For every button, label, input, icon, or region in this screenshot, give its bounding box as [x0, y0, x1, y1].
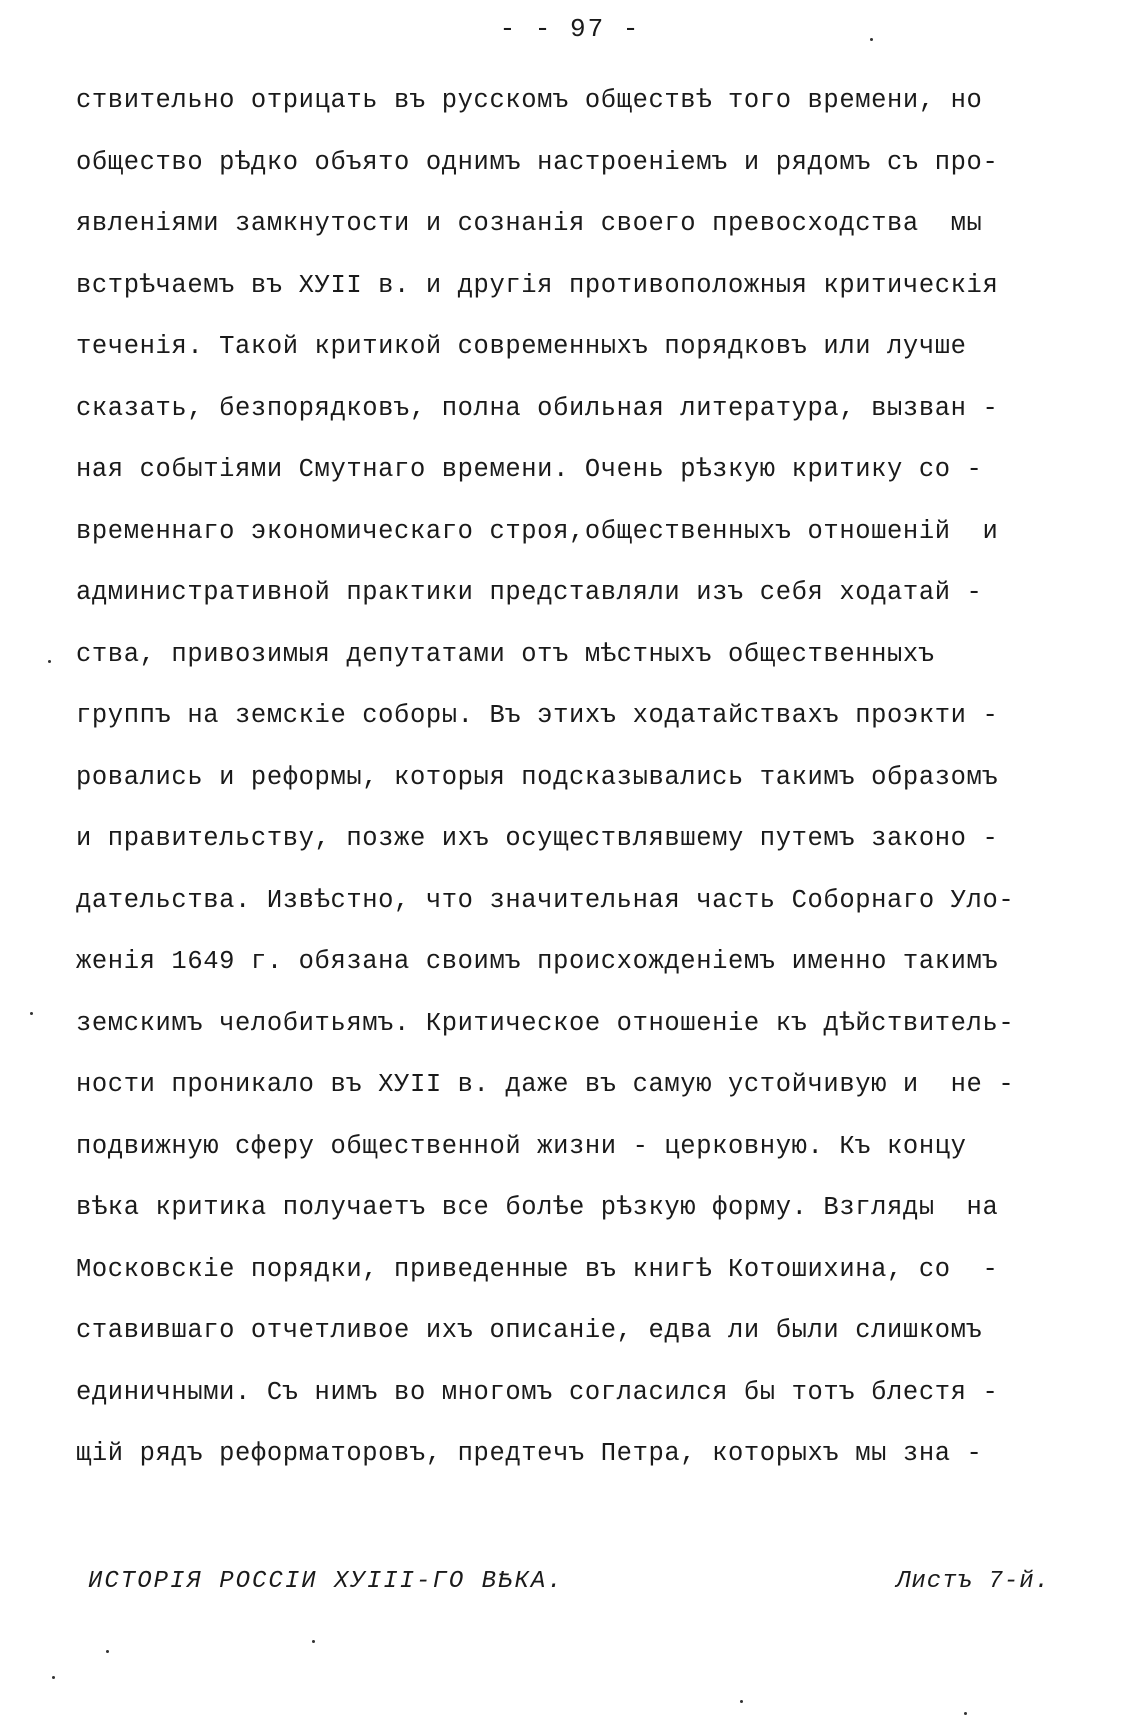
- text-line: единичными. Съ нимъ во многомъ согласился бы тотъ блестя -: [76, 1377, 999, 1407]
- scan-speck: [870, 38, 873, 41]
- text-line: административной практики представляли изъ себя ходатай -: [76, 578, 983, 607]
- text-line: ности проникало въ ХУІІ в. даже въ самую устойчивую и не -: [76, 1070, 1015, 1099]
- scan-speck: [312, 1640, 315, 1643]
- text-line: Московскіе порядки, приведенные въ книгѣ Котошихина, со -: [76, 1254, 999, 1284]
- text-line: общество рѣдко объято однимъ настроеніемъ и рядомъ съ про-: [76, 147, 999, 177]
- text-line: встрѣчаемъ въ ХУІІ в. и другія противоположныя критическія: [76, 270, 999, 300]
- text-line: дательства. Извѣстно, что значительная часть Соборнаго Уло-: [76, 885, 1015, 915]
- text-line: ства, привозимыя депутатами отъ мѣстныхъ общественныхъ: [76, 639, 935, 669]
- scan-speck: [740, 1700, 743, 1703]
- text-line: ставившаго отчетливое ихъ описаніе, едва ли были слишкомъ: [76, 1316, 983, 1345]
- scan-speck: [964, 1712, 967, 1715]
- scan-speck: [106, 1650, 109, 1653]
- text-line: женія 1649 г. обязана своимъ происхожденіемъ именно такимъ: [76, 947, 999, 976]
- footer-title: ИСТОРІЯ РОССІИ ХУІІІ-ГО ВѢКА.: [88, 1568, 564, 1595]
- text-line: вѣка критика получаетъ все болѣе рѣзкую форму. Взгляды на: [76, 1193, 999, 1222]
- body-text: [76, 70, 1086, 1485]
- scan-speck: [48, 660, 51, 663]
- page-number: - - 97 -: [499, 14, 641, 44]
- text-line: ная событіями Смутнаго времени. Очень рѣзкую критику со -: [76, 455, 983, 484]
- text-line: временнаго экономическаго строя,общественныхъ отношеній и: [76, 516, 999, 546]
- text-line: сказать, безпорядковъ, полна обильная литература, вызван -: [76, 393, 999, 423]
- text-line: группъ на земскіе соборы. Въ этихъ ходатайствахъ проэкти -: [76, 701, 999, 730]
- text-line: подвижную сферу общественной жизни - церковную. Къ концу: [76, 1131, 967, 1161]
- text-line: явленіями замкнутости и сознанія своего превосходства мы: [76, 209, 983, 238]
- text-line: ровались и реформы, которыя подсказывались такимъ образомъ: [76, 762, 999, 792]
- text-line: земскимъ челобитьямъ. Критическое отношеніе къ дѣйствитель-: [76, 1008, 1015, 1038]
- text-line: теченія. Такой критикой современныхъ порядковъ или лучше: [76, 332, 967, 361]
- text-line: ствительно отрицать въ русскомъ обществѣ того времени, но: [76, 86, 983, 115]
- text-line: щій рядъ реформаторовъ, предтечъ Петра, которыхъ мы зна -: [76, 1439, 983, 1468]
- scan-speck: [30, 1012, 33, 1015]
- scan-speck: [52, 1676, 55, 1679]
- text-line: и правительству, позже ихъ осуществлявшему путемъ законо -: [76, 824, 999, 853]
- footer-sheet-number: Листъ 7-й.: [896, 1568, 1051, 1595]
